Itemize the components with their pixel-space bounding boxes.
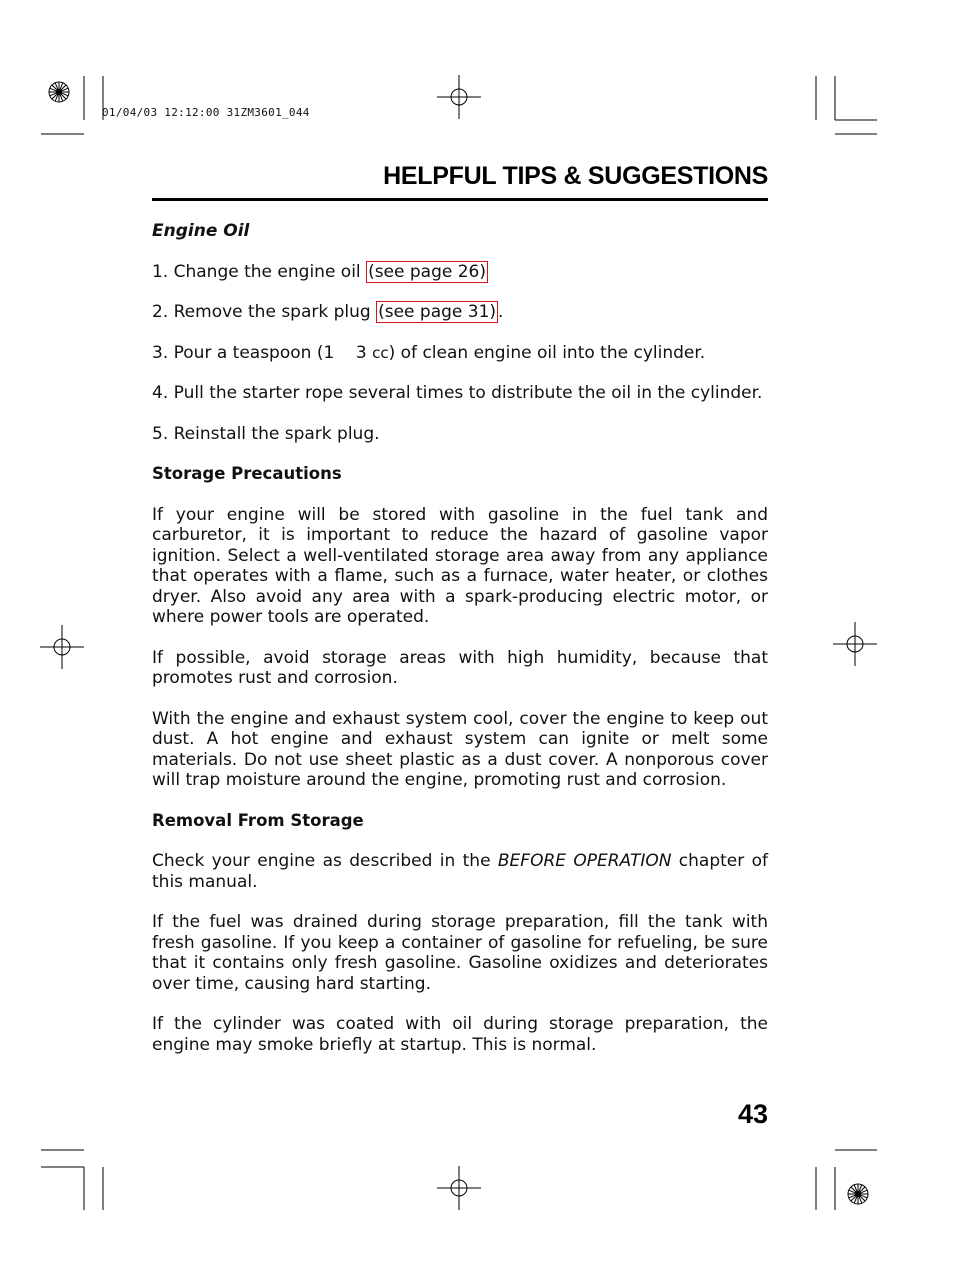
see-page-26-link[interactable]: (see page 26)	[368, 261, 486, 282]
step-4: 4. Pull the starter rope several times to distribute the oil in the cylinder.	[152, 383, 763, 403]
step-2	[152, 302, 768, 323]
removal-paragraph-3: If the cylinder was coated with oil during storage preparation, the engine may smoke briefly at startup. This is normal.	[152, 1014, 768, 1055]
registration-cross-icon	[40, 625, 84, 669]
title-rule	[152, 198, 768, 201]
removal-p1-text-a: Check your engine as described in the	[152, 851, 498, 871]
step-3	[152, 343, 768, 364]
step-3-unit: cc	[372, 343, 389, 362]
step-2-text: 2. Remove the spark plug	[152, 302, 377, 322]
removal-p1-text-b: chapter of this manual.	[152, 851, 768, 892]
step-1-text: 1. Change the engine oil	[152, 261, 367, 282]
registration-cross-icon	[833, 622, 877, 666]
step-2-period: .	[498, 302, 504, 322]
page-content	[152, 221, 768, 1075]
see-page-31-link[interactable]: (see page 31)	[378, 302, 497, 322]
registration-star-icon	[848, 1184, 868, 1204]
storage-paragraph-1: If your engine will be stored with gasoline in the fuel tank and carburetor, it is important to reduce the hazard of gasoline vapor ignition. Select a well-ventilated storage area away from any appliance that operates with a flame, such as a furnace, water heater, or clothes dryer. Also avoid any area with a spark-producing electric motor, or where power tools are operated.	[152, 504, 768, 627]
step-3-text-a: 3. Pour a teaspoon (1 3	[152, 342, 373, 363]
step-5: 5. Reinstall the spark plug.	[152, 423, 380, 444]
removal-paragraph-1	[152, 851, 768, 892]
page-number: 43	[737, 1099, 768, 1129]
registration-cross-icon	[437, 75, 481, 119]
storage-paragraph-3: With the engine and exhaust system cool, cover the engine to keep out dust. A hot engine and exhaust system can ignite or melt some materials. Do not use sheet plastic as a dust cover. A nonporous cover will trap moisture around the engine, promoting rust and corrosion.	[152, 708, 768, 790]
before-operation-reference: BEFORE OPERATION	[497, 851, 672, 871]
removal-paragraph-2: If the fuel was drained during storage preparation, fill the tank with fresh gasoline. If you keep a container of gasoline for refueling, be sure that it contains only fresh gasoline. Gasoline oxidizes and deteriorates over time, causing hard starting.	[152, 912, 768, 994]
step-1	[152, 262, 768, 283]
removal-from-storage-heading: Removal From Storage	[152, 810, 364, 830]
registration-cross-icon	[437, 1166, 481, 1210]
storage-paragraph-2: If possible, avoid storage areas with high humidity, because that promotes rust and corrosion.	[152, 647, 768, 688]
page-title: HELPFUL TIPS & SUGGESTIONS	[383, 162, 768, 190]
engine-oil-heading: Engine Oil	[152, 221, 250, 241]
registration-star-icon	[49, 82, 69, 102]
storage-precautions-heading: Storage Precautions	[152, 464, 342, 483]
print-job-id: 01/04/03 12:12:00 31ZM3601_044	[102, 106, 310, 119]
step-3-text-b: ) of clean engine oil into the cylinder.	[388, 342, 706, 363]
